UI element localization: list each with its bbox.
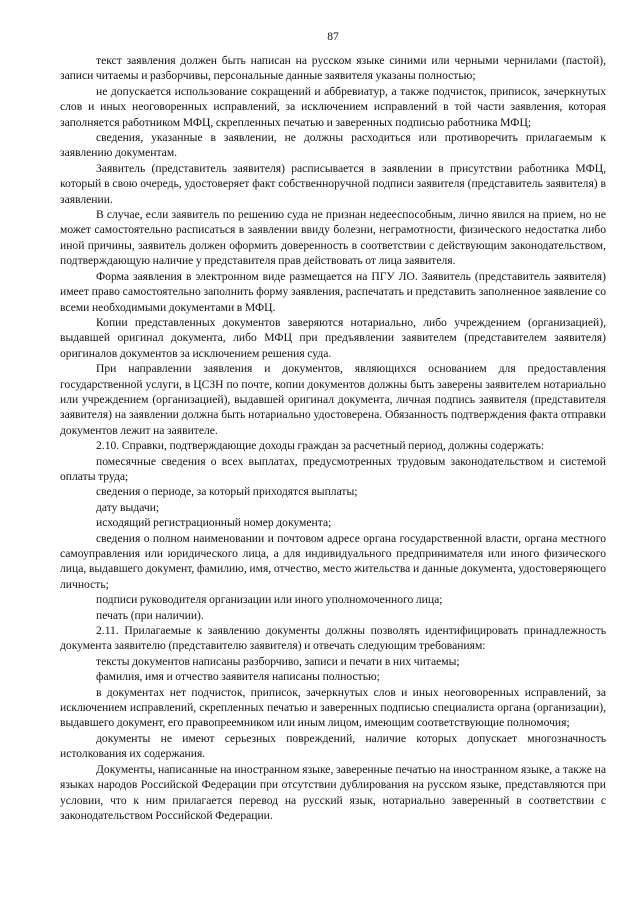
body-text xyxy=(60,53,606,823)
page-number: 87 xyxy=(327,31,339,43)
list-item: исходящий регистрационный номер документа; xyxy=(96,516,332,530)
list-item: тексты документов написаны разборчиво, записи и печати в них читаемы; xyxy=(96,654,460,668)
paragraph: Копии представленных документов заверяются нотариально, либо учреждением (организацией), выдавшей оригинал документа, либо МФЦ при предъявлении заявителем (представителем заявителя) оригиналов документов за исключением решения суда. xyxy=(60,315,606,360)
list-item: сведения о периоде, за который приходятся выплаты; xyxy=(96,485,358,499)
list-item: фамилия, имя и отчество заявителя написаны полностью; xyxy=(96,670,380,684)
list-item: документы не имеют серьезных повреждений, наличие которых допускает многозначность истолкования их содержания. xyxy=(60,731,606,761)
list-item: печать (при наличии). xyxy=(96,608,204,622)
paragraph: В случае, если заявитель по решению суда не признан недееспособным, лично явился на прием, но не может самостоятельно расписаться в заявлении ввиду болезни, неграмотности, физического недостатка либо иной причины, заявитель должен оформить доверенность в соответствии с действующим законодательством, подтверждающую наличие у представителя прав действовать от лица заявителя. xyxy=(60,208,606,268)
paragraph: не допускается использование сокращений и аббревиатур, а также подчисток, приписок, зачеркнутых слов и иных неоговоренных исправлений, за исключением исправлений в той части заявления, которая заполняется работником МФЦ, скрепленных печатью и заверенных подписью работника МФЦ; xyxy=(60,84,606,129)
paragraph: текст заявления должен быть написан на русском языке синими или черными чернилами (пастой), записи читаемы и разборчивы, персональные данные заявителя указаны полностью; xyxy=(60,54,606,83)
list-item: в документах нет подчисток, приписок, зачеркнутых слов и иных неоговоренных исправлений, за исключением исправлений, скрепленных печатью и заверенных подписью специалиста органа (организации), выдавшего документ, его правопреемником или иным лицом, имеющим соответствующие полномочия; xyxy=(60,685,606,730)
paragraph: Документы, написанные на иностранном языке, заверенные печатью на иностранном языке, а также на языках народов Российской Федерации при отсутствии дублирования на русском языке, представляются при условии, что к ним прилагается перевод на русский язык, нотариально заверенный в соответствии с законодательством Российской Федерации. xyxy=(60,762,606,822)
list-item: помесячные сведения о всех выплатах, предусмотренных трудовым законодательством и системой оплаты труда; xyxy=(60,454,606,483)
list-item: дату выдачи; xyxy=(96,500,160,514)
section-heading-2-10: 2.10. Справки, подтверждающие доходы граждан за расчетный период, должны содержать: xyxy=(96,439,545,453)
paragraph: Форма заявления в электронном виде размещается на ПГУ ЛО. Заявитель (представитель заявителя) имеет право самостоятельно заполнить форму заявления, распечатать и представить заполненное заявление со всеми необходимыми документами в МФЦ. xyxy=(60,269,606,314)
section-heading-2-11: 2.11. Прилагаемые к заявлению документы должны позволять идентифицировать принадлежность документа заявителю (представителю заявителя) и отвечать следующим требованиям: xyxy=(60,624,606,653)
list-item: сведения о полном наименовании и почтовом адресе органа государственной власти, органа местного самоуправления или юридического лица, а для индивидуального предпринимателя или иного физического лица, выдавшего документ, фамилию, имя, отчество, место жительства и данные документа, удостоверяющего личность; xyxy=(60,531,606,591)
paragraph: сведения, указанные в заявлении, не должны расходиться или противоречить прилагаемым к заявлению документам. xyxy=(60,131,606,160)
list-item: подписи руководителя организации или иного уполномоченного лица; xyxy=(96,593,443,607)
paragraph: Заявитель (представитель заявителя) расписывается в заявлении в присутствии работника МФЦ, который в свою очередь, удостоверяет факт собственноручной подписи заявителя (представитель заявителя) в заявлении. xyxy=(60,161,606,206)
paragraph: При направлении заявления и документов, являющихся основанием для предоставления государственной услуги, в ЦСЗН по почте, копии документов должны быть заверены заявителем нотариально или учреждением (организацией), выдавшей оригинал документа, личная подпись заявителя (представителя заявителя) на заявлении должна быть нотариально удостоверена. Обязанность подтверждения факта отправки документов лежит на заявителе. xyxy=(60,362,606,437)
